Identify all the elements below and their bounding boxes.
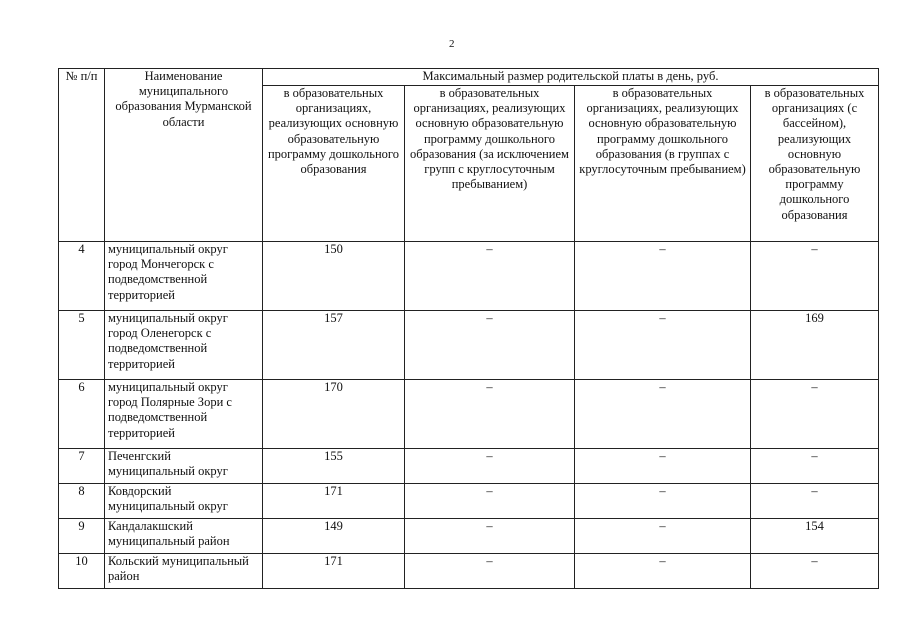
page-number: 2 xyxy=(449,38,455,50)
table-row xyxy=(59,449,879,484)
row-number: 10 xyxy=(59,554,105,589)
fee-value: – xyxy=(405,311,575,380)
header-municipality: Наименование муниципального образования Мурманской области xyxy=(105,69,263,242)
fee-value: – xyxy=(575,311,751,380)
fee-value: – xyxy=(405,449,575,484)
row-number: 7 xyxy=(59,449,105,484)
header-sub-col-2: в образовательных организациях, реализующих основную образовательную программу дошкольного образования (за исключением групп с круглосуточным пребыванием) xyxy=(405,86,575,242)
municipality-name: муниципальный округ город Полярные Зори с подведомственной территорией xyxy=(105,380,263,449)
fee-value: – xyxy=(575,519,751,554)
fee-value: – xyxy=(751,554,879,589)
municipality-name: Ковдорский муниципальный округ xyxy=(105,484,263,519)
fee-value: 154 xyxy=(751,519,879,554)
fee-value: – xyxy=(751,449,879,484)
table-row xyxy=(59,554,879,589)
row-number: 8 xyxy=(59,484,105,519)
fee-value: 149 xyxy=(263,519,405,554)
fee-value: – xyxy=(575,380,751,449)
row-number: 5 xyxy=(59,311,105,380)
header-fee-group: Максимальный размер родительской платы в день, руб. xyxy=(263,69,879,86)
fee-value: – xyxy=(575,242,751,311)
fee-value: 169 xyxy=(751,311,879,380)
municipality-name: муниципальный округ город Оленегорск с подведомственной территорией xyxy=(105,311,263,380)
header-sub-col-1: в образовательных организациях, реализующих основную образовательную программу дошкольного образования xyxy=(263,86,405,242)
header-sub-col-3: в образовательных организациях, реализующих основную образовательную программу дошкольного образования (в группах с круглосуточным пребыванием) xyxy=(575,86,751,242)
fee-value: 171 xyxy=(263,554,405,589)
table-row xyxy=(59,519,879,554)
fee-value: – xyxy=(405,242,575,311)
municipality-name: муниципальный округ город Мончегорск с подведомственной территорией xyxy=(105,242,263,311)
header-sub-col-4: в образовательных организациях (с бассейном), реализующих основную образовательную программу дошкольного образования xyxy=(751,86,879,242)
fee-value: 155 xyxy=(263,449,405,484)
fee-value: – xyxy=(405,380,575,449)
table-row xyxy=(59,242,879,311)
fee-value: 171 xyxy=(263,484,405,519)
fee-value: – xyxy=(751,484,879,519)
row-number: 6 xyxy=(59,380,105,449)
table-row xyxy=(59,380,879,449)
fee-value: 170 xyxy=(263,380,405,449)
fee-value: – xyxy=(751,242,879,311)
header-row-top xyxy=(59,69,879,86)
header-num: № п/п xyxy=(59,69,105,242)
fee-value: – xyxy=(575,554,751,589)
table-row xyxy=(59,484,879,519)
municipality-name: Кандалакшский муниципальный район xyxy=(105,519,263,554)
fee-value: – xyxy=(575,484,751,519)
row-number: 4 xyxy=(59,242,105,311)
municipality-name: Печенгский муниципальный округ xyxy=(105,449,263,484)
fee-value: – xyxy=(405,484,575,519)
fee-value: – xyxy=(405,554,575,589)
fee-value: – xyxy=(575,449,751,484)
table-row xyxy=(59,311,879,380)
fee-value: – xyxy=(405,519,575,554)
fee-value: 157 xyxy=(263,311,405,380)
fee-value: – xyxy=(751,380,879,449)
municipality-name: Кольский муниципальный район xyxy=(105,554,263,589)
parent-fee-table xyxy=(58,68,879,589)
fee-value: 150 xyxy=(263,242,405,311)
row-number: 9 xyxy=(59,519,105,554)
